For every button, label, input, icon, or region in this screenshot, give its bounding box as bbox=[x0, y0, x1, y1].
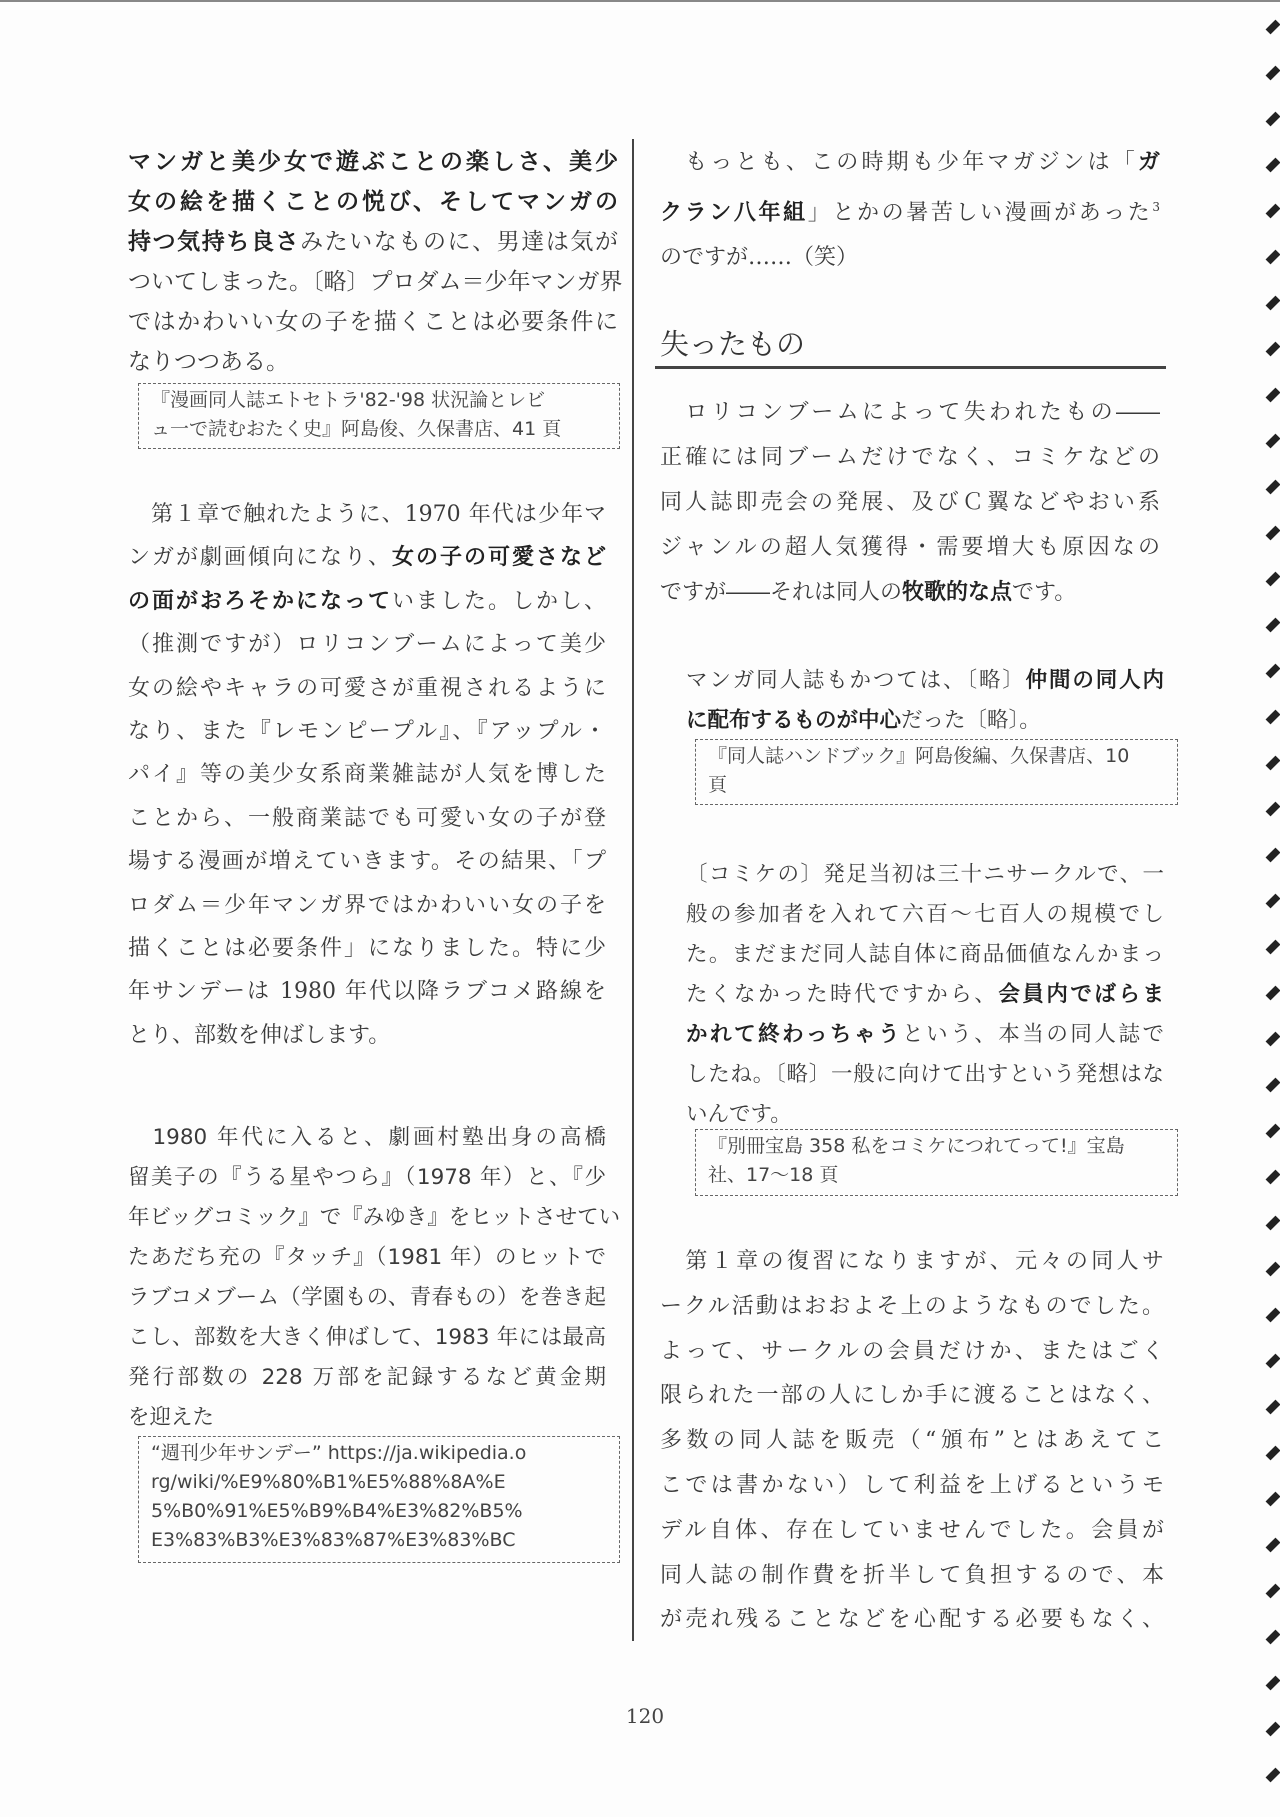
citation-line: “週刊少年サンデー” https://ja.wikipedia.o bbox=[151, 1442, 527, 1464]
right-quote-1-citation bbox=[695, 739, 1178, 805]
citation-line: E3%83%B3%E3%83%87%E3%83%BC bbox=[151, 1529, 516, 1551]
text-line bbox=[128, 1158, 606, 1198]
text-line bbox=[128, 222, 618, 262]
text-line bbox=[660, 1554, 1164, 1599]
text-line bbox=[128, 667, 606, 710]
text-line bbox=[660, 140, 1160, 185]
text-segment: 」とかの暑苦しい漫画があった bbox=[807, 200, 1153, 226]
right-paragraph-0 bbox=[660, 140, 1160, 280]
text-segment: 第１章の復習になりますが、元々の同人サ bbox=[660, 1249, 1164, 1274]
text-segment: 年ビッグコミック』で『みゆき』をヒットさせてい bbox=[128, 1205, 621, 1230]
punch-hole-icon bbox=[1266, 204, 1280, 219]
text-segment: いました。しかし、 bbox=[391, 588, 606, 614]
citation-line: rg/wiki/%E9%80%B1%E5%88%8A%E bbox=[151, 1471, 506, 1493]
citation-line: 『別冊宝島 358 私をコミケにつれてって!』宝島 bbox=[708, 1135, 1125, 1157]
text-segment: ロリコンブームによって失われたもの―― bbox=[660, 400, 1160, 425]
citation-line: ュ一で読むおたく史』阿島俊、久保書店、41 頁 bbox=[151, 418, 562, 440]
text-line bbox=[660, 1240, 1164, 1285]
right-quote-2 bbox=[686, 855, 1164, 1135]
punch-hole-icon bbox=[1266, 342, 1280, 357]
text-segment: 正確には同ブームだけでなく、コミケなどの bbox=[660, 445, 1160, 470]
punch-hole-icon bbox=[1266, 1124, 1280, 1139]
left-quote-2 bbox=[128, 1118, 621, 1438]
left-paragraph-1 bbox=[128, 493, 606, 1057]
punch-hole-icon bbox=[1266, 434, 1280, 449]
text-segment: 第１章で触れたように、1970 年代は少年マ bbox=[128, 502, 606, 527]
text-line bbox=[128, 1238, 606, 1278]
text-segment: みたいなものに、男達は気が bbox=[300, 229, 619, 255]
text-segment: なり、また『レモンピープル』、『アップル・ bbox=[128, 719, 606, 745]
text-segment: こし、部数を大きく伸ばして、1983 年には最高 bbox=[128, 1325, 606, 1350]
right-quote-2-citation bbox=[695, 1129, 1178, 1196]
page-number: 120 bbox=[625, 1704, 665, 1728]
text-segment: 女の絵やキャラの可愛さが重視されるように bbox=[128, 675, 606, 701]
text-line bbox=[128, 536, 606, 579]
punch-hole-icon bbox=[1266, 296, 1280, 311]
punch-hole-icon bbox=[1266, 1446, 1280, 1461]
text-segment: 同人誌即売会の発展、及びＣ翼などやおい系 bbox=[660, 490, 1160, 515]
text-line bbox=[660, 185, 1160, 235]
punch-hole-icon bbox=[1266, 388, 1280, 403]
punch-hole-icon bbox=[1266, 572, 1280, 587]
text-segment: 般の参加者を入れて六百～七百人の規模でし bbox=[686, 902, 1164, 927]
text-line bbox=[686, 975, 1164, 1015]
text-line bbox=[128, 342, 618, 382]
text-line bbox=[686, 1055, 1164, 1095]
text-line bbox=[128, 182, 618, 222]
text-line bbox=[128, 262, 623, 302]
punch-hole-icon bbox=[1266, 894, 1280, 909]
text-line bbox=[686, 935, 1164, 975]
text-line bbox=[660, 1419, 1164, 1464]
text-segment: 場する漫画が増えていきます。その結果、「プ bbox=[128, 849, 606, 875]
text-segment: こでは書かない）して利益を上げるというモ bbox=[660, 1472, 1164, 1498]
left-quote-2-citation bbox=[138, 1436, 620, 1563]
punch-hole-icon bbox=[1266, 66, 1280, 81]
punch-hole-icon bbox=[1266, 986, 1280, 1001]
emphasis-text: マンガと美少女で遊ぶことの楽しさ、美少 bbox=[128, 149, 618, 175]
punch-hole-icon bbox=[1266, 20, 1280, 35]
text-segment: 年サンデーは 1980 年代以降ラブコメ路線を bbox=[128, 979, 606, 1005]
punch-hole-icon bbox=[1266, 112, 1280, 127]
text-segment: ロダム＝少年マンガ界ではかわいい女の子を bbox=[128, 892, 606, 918]
punch-hole-icon bbox=[1266, 848, 1280, 863]
text-segment: もっとも、この時期も少年マガジンは「 bbox=[660, 150, 1138, 175]
text-segment: 限られた一部の人にしか手に渡ることはなく、 bbox=[660, 1383, 1164, 1409]
punch-hole-icon bbox=[1266, 1722, 1280, 1737]
punch-hole-icon bbox=[1266, 710, 1280, 725]
text-segment: よって、サークルの会員だけか、またはごく bbox=[660, 1338, 1164, 1364]
left-quote-1-citation bbox=[138, 383, 620, 449]
text-line bbox=[660, 1330, 1164, 1375]
punch-hole-icon bbox=[1266, 1032, 1280, 1047]
text-segment: のですが……（笑） bbox=[660, 245, 859, 271]
text-line bbox=[660, 1285, 1164, 1330]
text-segment: 発行部数の 228 万部を記録するなど黄金期 bbox=[128, 1365, 606, 1390]
right-paragraph-1 bbox=[660, 390, 1160, 615]
emphasis-text: の面がおろそかになって bbox=[128, 587, 392, 614]
text-segment: ークル活動はおおよそ上のようなものでした。 bbox=[660, 1293, 1164, 1319]
text-segment: したね。〔略〕一般に向けて出すという発想はな bbox=[686, 1062, 1164, 1087]
punch-hole-icon bbox=[1266, 618, 1280, 633]
punch-hole-icon bbox=[1266, 1078, 1280, 1093]
text-line bbox=[128, 884, 606, 927]
text-line bbox=[128, 797, 606, 840]
emphasis-text: 持つ気持ち良さ bbox=[128, 229, 301, 255]
text-line bbox=[660, 1598, 1164, 1643]
text-line bbox=[660, 390, 1160, 435]
citation-line: 頁 bbox=[708, 774, 728, 796]
text-segment: た。まだまだ同人誌自体に商品価値なんかまっ bbox=[686, 942, 1164, 967]
text-segment: ことから、一般商業誌でも可愛い女の子が登 bbox=[128, 805, 606, 831]
right-quote-1 bbox=[686, 661, 1164, 741]
citation-line: 社、17～18 頁 bbox=[708, 1164, 839, 1186]
text-segment: だった〔略〕。 bbox=[901, 708, 1041, 733]
text-line bbox=[128, 753, 606, 796]
text-line bbox=[686, 701, 1164, 741]
punch-hole-icon bbox=[1266, 1538, 1280, 1553]
text-line bbox=[128, 927, 606, 970]
text-line bbox=[686, 855, 1164, 895]
punch-hole-icon bbox=[1266, 1768, 1280, 1783]
punch-hole-icon bbox=[1266, 1308, 1280, 1323]
text-line bbox=[686, 895, 1164, 935]
column-divider bbox=[632, 139, 634, 1641]
text-segment: いんです。 bbox=[686, 1102, 792, 1127]
text-segment: です。 bbox=[1012, 580, 1077, 605]
punch-hole-icon bbox=[1266, 1354, 1280, 1369]
text-line bbox=[686, 1015, 1164, 1055]
text-segment: マンガ同人誌もかつては、〔略〕 bbox=[686, 668, 1026, 693]
text-line bbox=[128, 1358, 606, 1398]
text-segment: ついてしまった。〔略〕プロダム＝少年マンガ界 bbox=[128, 269, 623, 295]
text-line bbox=[660, 435, 1160, 480]
text-segment: ンガが劇画傾向になり、 bbox=[128, 545, 392, 571]
text-line bbox=[686, 661, 1164, 701]
text-line bbox=[660, 1374, 1164, 1419]
text-line bbox=[128, 302, 618, 342]
text-line bbox=[128, 970, 606, 1013]
text-line bbox=[660, 480, 1160, 525]
text-segment: 留美子の『うる星やつら』（1978 年）と、『少 bbox=[128, 1165, 606, 1190]
footnote-ref[interactable]: 3 bbox=[1152, 200, 1160, 214]
punch-hole-icon bbox=[1266, 802, 1280, 817]
text-segment: ではかわいい女の子を描くことは必要条件に bbox=[128, 309, 618, 335]
emphasis-text: 会員内でばらま bbox=[998, 982, 1164, 1007]
left-quote-1 bbox=[128, 142, 623, 382]
punch-hole-icon bbox=[1266, 664, 1280, 679]
text-segment: が売れ残ることなどを心配する必要もなく、 bbox=[660, 1607, 1164, 1633]
page-top-edge bbox=[0, 0, 1280, 2]
citation-line: 『漫画同人誌エトセトラ'82-'98 状況論とレビ bbox=[151, 389, 546, 411]
emphasis-text: 仲間の同人内 bbox=[1025, 668, 1164, 693]
emphasis-text: 女の絵を描くことの悦び、そしてマンガの bbox=[128, 189, 618, 215]
emphasis-text: 女の子の可愛さなど bbox=[391, 544, 606, 571]
punch-hole-icon bbox=[1266, 1492, 1280, 1507]
emphasis-text: に配布するものが中心 bbox=[686, 708, 902, 733]
text-segment: たあだち充の『タッチ』（1981 年）のヒットで bbox=[128, 1245, 606, 1270]
punch-hole-icon bbox=[1266, 526, 1280, 541]
text-line bbox=[128, 580, 606, 623]
text-segment: ですが――それは同人の bbox=[660, 580, 903, 605]
punch-hole-icon bbox=[1266, 940, 1280, 955]
text-segment: を迎えた bbox=[128, 1405, 215, 1430]
text-segment: とり、部数を伸ばします。 bbox=[128, 1022, 391, 1048]
text-line bbox=[660, 1464, 1164, 1509]
punch-hole-icon bbox=[1266, 480, 1280, 495]
text-segment: ラブコメブーム（学園もの、青春もの）を巻き起 bbox=[128, 1285, 606, 1310]
text-segment: たくなかった時代ですから、 bbox=[686, 982, 999, 1007]
text-line bbox=[128, 1318, 606, 1358]
text-line bbox=[660, 1509, 1164, 1554]
text-segment: という、本当の同人誌で bbox=[902, 1022, 1164, 1047]
text-line bbox=[128, 710, 606, 753]
text-segment: 多数の同人誌を販売（“頒布”とはあえてこ bbox=[660, 1428, 1164, 1454]
text-line bbox=[128, 1198, 621, 1238]
text-line bbox=[128, 840, 606, 883]
punch-hole-icon bbox=[1266, 1216, 1280, 1231]
punch-hole-icon bbox=[1266, 1262, 1280, 1277]
citation-line: 5%B0%91%E5%B9%B4%E3%82%B5% bbox=[151, 1500, 523, 1522]
punch-hole-icon bbox=[1266, 1400, 1280, 1415]
punch-hole-icon bbox=[1266, 158, 1280, 173]
text-segment: なりつつある。 bbox=[128, 349, 289, 375]
text-line bbox=[128, 1398, 606, 1438]
text-segment: 描くことは必要条件」になりました。特に少 bbox=[128, 936, 606, 962]
text-line bbox=[128, 1278, 606, 1318]
text-segment: ジャンルの超人気獲得・需要増大も原因なの bbox=[660, 535, 1160, 560]
punch-hole-icon bbox=[1266, 756, 1280, 771]
section-heading: 失ったもの bbox=[660, 327, 806, 361]
text-line bbox=[128, 1014, 606, 1057]
punch-hole-icon bbox=[1266, 1630, 1280, 1645]
text-line bbox=[128, 142, 618, 182]
text-segment: パイ』等の美少女系商業雑誌が人気を博した bbox=[128, 762, 606, 788]
text-segment: デル自体、存在していませんでした。会員が bbox=[660, 1517, 1164, 1543]
emphasis-text: かれて終わっちゃう bbox=[686, 1022, 903, 1047]
emphasis-text: クラン八年組 bbox=[660, 199, 808, 226]
text-segment: 〔コミケの〕発足当初は三十ニサークルで、一 bbox=[686, 862, 1164, 887]
citation-line: 『同人誌ハンドブック』阿島俊編、久保書店、10 bbox=[708, 745, 1130, 767]
emphasis-text: ガ bbox=[1137, 149, 1160, 175]
text-segment: 同人誌の制作費を折半して負担するので、本 bbox=[660, 1562, 1164, 1588]
text-line bbox=[660, 570, 1160, 615]
heading-underline bbox=[655, 366, 1166, 369]
emphasis-text: 牧歌的な点 bbox=[902, 579, 1013, 605]
text-line bbox=[128, 493, 606, 536]
text-line bbox=[660, 235, 1160, 280]
text-line bbox=[128, 1118, 606, 1158]
punch-hole-icon bbox=[1266, 1170, 1280, 1185]
punch-hole-icon bbox=[1266, 1676, 1280, 1691]
text-segment: （推測ですが）ロリコンブームによって美少 bbox=[128, 632, 606, 658]
right-paragraph-2 bbox=[660, 1240, 1164, 1643]
text-segment: 1980 年代に入ると、劇画村塾出身の高橋 bbox=[128, 1125, 606, 1150]
punch-hole-icon bbox=[1266, 250, 1280, 265]
text-line bbox=[660, 525, 1160, 570]
text-line bbox=[128, 623, 606, 666]
punch-hole-icon bbox=[1266, 1584, 1280, 1599]
